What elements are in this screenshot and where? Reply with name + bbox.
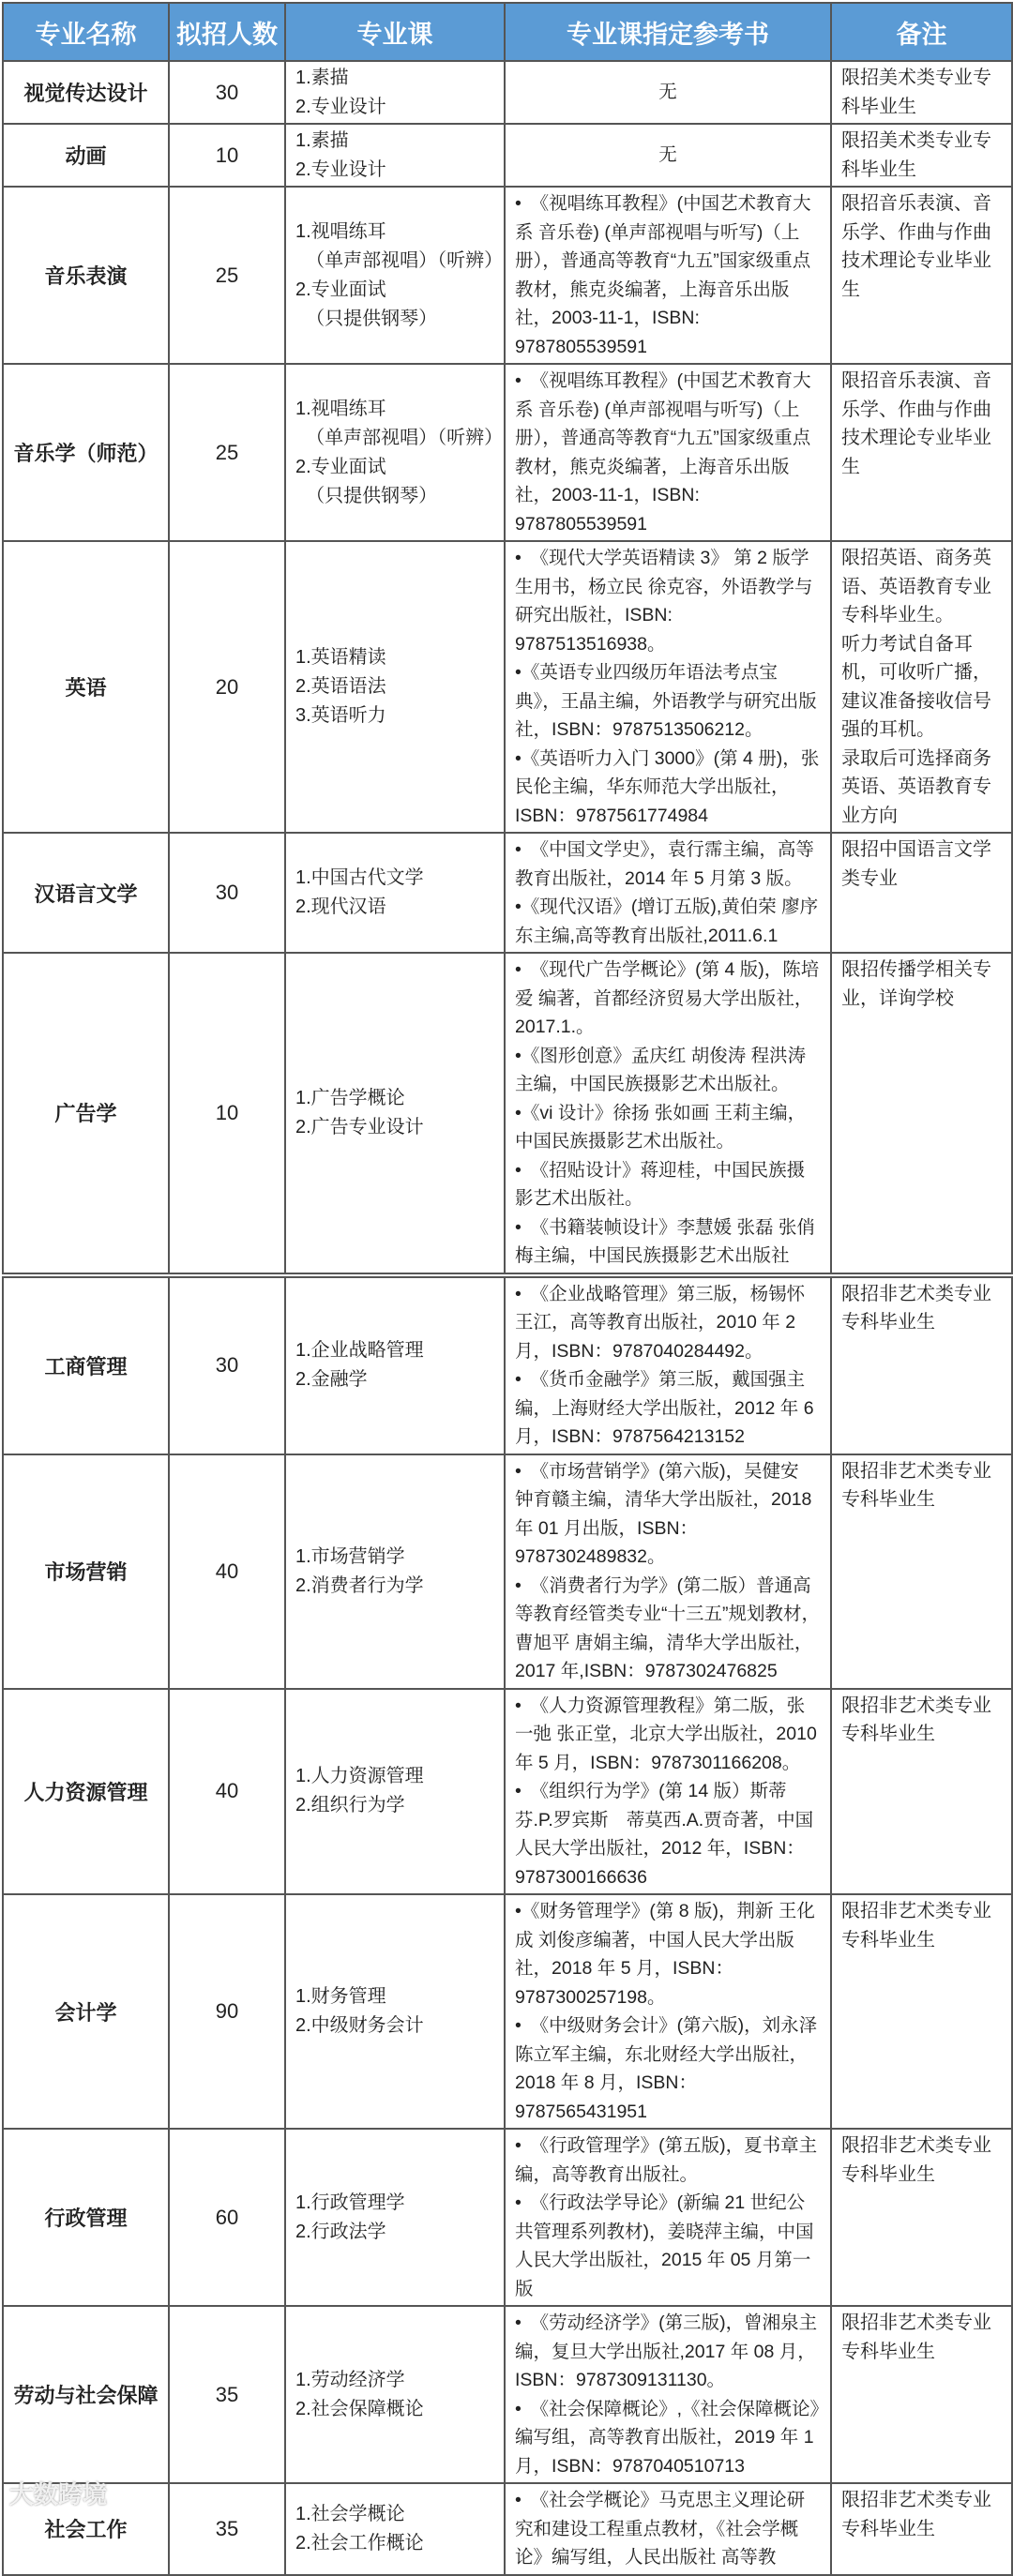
table-row [3,2483,1012,2575]
book-entry: • 《人力资源管理教程》第二版，张一弛 张正堂，北京大学出版社，2010 年 5 月，ISBN：9787301166208。 [515,1695,817,1773]
book-entry: • 《行政法学导论》(新编 21 世纪公共管理系列教材)，姜晓萍主编，中国人民大学出版社，2015 年 05 月第一版 [515,2192,814,2299]
major-name: 市场营销 [3,1454,169,1689]
remark: 限招中国语言文学类专业 [831,833,1012,953]
course-list [285,1689,505,1895]
majors-table [2,2,1013,2576]
course-item: 2.广告专业设计 [295,1116,424,1137]
table-row [3,1894,1012,2129]
remark: 限招美术类专业专科毕业生 [831,61,1012,124]
reference-books [505,953,831,1275]
course-item: 3.英语听力 [295,705,386,726]
quota-count: 40 [169,1454,285,1689]
book-entry: • 《组织行为学》(第 14 版）斯蒂芬.P.罗宾斯 蒂莫西.A.贾奇著，中国人民大学出版社，2012 年，ISBN：9787300166636 [515,1781,814,1888]
quota-count: 10 [169,953,285,1275]
books-none: 无 [658,82,677,103]
watermark: 大数跨境 [9,2480,108,2508]
major-name: 劳动与社会保障 [3,2306,169,2483]
reference-books [505,833,831,953]
major-name: 视觉传达设计 [3,61,169,124]
reference-books [505,2306,831,2483]
book-entry: • 《社会保障概论》,《社会保障概论》编写组，高等教育出版社，2019 年 1 月，ISBN：9787040510713 [515,2398,820,2477]
course-item: 1.市场营销学 [295,1545,405,1567]
course-item: 1.人力资源管理 [295,1766,424,1787]
book-entry: • 《中国文学史》，袁行霈主编，高等教育出版社，2014 年 5 月第 3 版。 [515,839,814,889]
book-entry: • 《现代大学英语精读 3》 第 2 版学生用书，杨立民 徐克容，外语教学与研究出版社，ISBN: 9787513516938。 [515,548,813,655]
major-name: 人力资源管理 [3,1689,169,1895]
remark: 限招非艺术类专业专科毕业生 [831,2129,1012,2306]
reference-books [505,124,831,187]
course-item: 1.广告学概论 [295,1087,405,1108]
reference-books [505,1275,831,1454]
book-entry: • 《消费者行为学》(第二版）普通高等教育经管类专业“十三五”规划教材，曹旭平 唐娟主编，清华大学出版社，2017 年,ISBN：9787302476825 [515,1574,820,1681]
quota-count: 25 [169,187,285,364]
table-row [3,541,1012,833]
course-item: 2.金融学 [295,1369,368,1390]
table-row [3,1275,1012,1454]
book-entry: • 《市场营销学》(第六版)，吴健安 钟育赣主编，清华大学出版社，2018 年 01 月出版，ISBN：9787302489832。 [515,1460,812,1567]
header-quota: 拟招人数 [169,3,285,61]
course-item: （只提供钢琴） [295,308,438,329]
major-name: 英语 [3,541,169,833]
course-list [285,2129,505,2306]
header-books: 专业课指定参考书 [505,3,831,61]
book-entry: •《现代汉语》(增订五版),黄伯荣 廖序东主编,高等教育出版社,2011.6.1 [515,896,819,946]
quota-count: 35 [169,2306,285,2483]
course-list [285,1894,505,2129]
remark: 限招美术类专业专科毕业生 [831,124,1012,187]
course-item: 1.财务管理 [295,1986,386,2007]
course-list [285,1454,505,1689]
course-item: 1.英语精读 [295,647,386,668]
course-list [285,61,505,124]
major-name: 音乐表演 [3,187,169,364]
quota-count: 25 [169,364,285,541]
reference-books [505,2483,831,2575]
table-row [3,1454,1012,1689]
course-item: 2.专业设计 [295,96,386,117]
quota-count: 10 [169,124,285,187]
course-item: 2.社会工作概论 [295,2532,424,2553]
quota-count: 40 [169,1689,285,1895]
course-item: （单声部视唱）（听辨） [295,249,504,271]
remark: 限招非艺术类专业专科毕业生 [831,1689,1012,1895]
course-item: 2.英语语法 [295,676,386,697]
course-list [285,2483,505,2575]
reference-books [505,1454,831,1689]
course-item: 1.素描 [295,129,349,151]
reference-books [505,61,831,124]
course-item: （只提供钢琴） [295,485,438,506]
course-item: 2.社会保障概论 [295,2398,424,2419]
course-list [285,364,505,541]
course-item: 2.专业面试 [295,456,386,477]
quota-count: 90 [169,1894,285,2129]
course-item: 1.企业战略管理 [295,1340,424,1361]
table-row [3,61,1012,124]
header-row [3,3,1012,61]
book-entry: • 《行政管理学》(第五版)，夏书章主编，高等教育出版社。 [515,2135,818,2185]
remark: 限招非艺术类专业专科毕业生 [831,1454,1012,1689]
table-row [3,364,1012,541]
reference-books [505,1894,831,2129]
book-entry: • 《书籍装帧设计》李慧媛 张磊 张俏梅主编，中国民族摄影艺术出版社 [515,1216,815,1266]
remark: 限招音乐表演、音乐学、作曲与作曲技术理论专业毕业生 [831,364,1012,541]
course-item: 2.行政法学 [295,2221,386,2242]
course-item: 2.专业设计 [295,158,386,180]
reference-books [505,364,831,541]
course-item: 2.现代汉语 [295,896,386,917]
book-entry: • 《劳动经济学》(第三版)，曾湘泉主编，复旦大学出版社,2017 年 08 月，ISBN：9787309131130。 [515,2312,818,2390]
quota-count: 30 [169,61,285,124]
header-note: 备注 [831,3,1012,61]
book-entry: • 《货币金融学》第三版，戴国强主编，上海财经大学出版社，2012 年 6 月，ISBN：9787564213152 [515,1369,814,1447]
table-row [3,953,1012,1275]
remark: 限招非艺术类专业专科毕业生 [831,1275,1012,1454]
reference-books [505,187,831,364]
course-list [285,833,505,953]
course-item: 2.中级财务会计 [295,2015,424,2036]
header-courses: 专业课 [285,3,505,61]
course-list [285,187,505,364]
quota-count: 30 [169,833,285,953]
course-item: 1.视唱练耳 [295,220,386,242]
table-row [3,187,1012,364]
books-none: 无 [658,144,677,166]
book-entry: •《财务管理学》(第 8 版)，荆新 王化成 刘俊彦编著，中国人民大学出版社，2018 年 5 月，ISBN：9787300257198。 [515,1901,815,2008]
major-name: 行政管理 [3,2129,169,2306]
quota-count: 20 [169,541,285,833]
course-item: 2.专业面试 [295,279,386,300]
quota-count: 60 [169,2129,285,2306]
header-name: 专业名称 [3,3,169,61]
course-list [285,2306,505,2483]
reference-books [505,2129,831,2306]
table-row [3,1689,1012,1895]
course-list [285,124,505,187]
course-item: 1.社会学概论 [295,2503,405,2524]
course-list [285,1275,505,1454]
book-entry: •《英语专业四级历年语法考点宝典》，王晶主编，外语教学与研究出版社，ISBN：9787513506212。 [515,662,817,740]
book-entry: • 《现代广告学概论》(第 4 版)，陈培爱 编著，首都经济贸易大学出版社，2017.1.。 [515,959,820,1037]
major-name: 动画 [3,124,169,187]
course-item: 1.中国古代文学 [295,867,424,888]
major-name: 工商管理 [3,1275,169,1454]
course-item: 2.组织行为学 [295,1795,405,1816]
course-item: （单声部视唱）（听辨） [295,427,504,448]
remark: 限招非艺术类专业专科毕业生 [831,2306,1012,2483]
table-row [3,124,1012,187]
book-entry: • 《招贴设计》蒋迎桂，中国民族摄影艺术出版社。 [515,1159,806,1209]
book-entry: • 《视唱练耳教程》(中国艺术教育大系 音乐卷) (单声部视唱与听写)（上册），普通高等教育“九五”国家级重点教材，熊克炎编著，上海音乐出版社，2003-11-1，ISBN: 9787805539591 [515,370,811,535]
book-entry: • 《企业战略管理》第三版，杨锡怀 王江，高等教育出版社，2010 年 2 月，ISBN：9787040284492。 [515,1283,806,1362]
course-list [285,541,505,833]
course-item: 2.消费者行为学 [295,1574,424,1596]
book-entry: •《vi 设计》徐扬 张如画 王莉主编，中国民族摄影艺术出版社。 [515,1102,807,1152]
major-name: 社会工作 [3,2483,169,2575]
course-item: 1.劳动经济学 [295,2369,405,2390]
quota-count: 35 [169,2483,285,2575]
quota-count: 30 [169,1275,285,1454]
remark: 限招非艺术类专业专科毕业生 [831,1894,1012,2129]
table-body [3,61,1012,2575]
remark: 限招非艺术类专业专科毕业生 [831,2483,1012,2575]
table-row [3,2306,1012,2483]
table-row [3,833,1012,953]
course-item: 1.素描 [295,67,349,88]
major-name: 广告学 [3,953,169,1275]
book-entry: • 《中级财务会计》(第六版)，刘永泽 陈立军主编，东北财经大学出版社，2018 年 8 月，ISBN：9787565431951 [515,2015,818,2122]
course-item: 1.视唱练耳 [295,398,386,419]
table-row [3,2129,1012,2306]
major-name: 汉语言文学 [3,833,169,953]
major-name: 会计学 [3,1894,169,2129]
book-entry: • 《视唱练耳教程》(中国艺术教育大系 音乐卷) (单声部视唱与听写)（上册），普通高等教育“九五”国家级重点教材，熊克炎编著，上海音乐出版社，2003-11-1，ISBN: 9787805539591 [515,193,811,357]
remark: 限招英语、商务英语、英语教育专业专科毕业生。 听力考试自备耳机，可收听广播，建议准备接收信号强的耳机。 录取后可选择商务英语、英语教育专业方向 [831,541,1012,833]
book-entry: • 《社会学概论》马克思主义理论研究和建设工程重点教材，《社会学概论》编写组，人民出版社 高等教 [515,2490,806,2568]
book-entry: •《图形创意》孟庆红 胡俊涛 程洪涛主编，中国民族摄影艺术出版社。 [515,1045,807,1094]
remark: 限招音乐表演、音乐学、作曲与作曲技术理论专业毕业生 [831,187,1012,364]
course-item: 1.行政管理学 [295,2192,405,2213]
reference-books [505,1689,831,1895]
course-list [285,953,505,1275]
book-entry: •《英语听力入门 3000》(第 4 册)，张民伦主编，华东师范大学出版社，ISBN：9787561774984 [515,747,820,826]
major-name: 音乐学（师范） [3,364,169,541]
reference-books [505,541,831,833]
remark: 限招传播学相关专业，详询学校 [831,953,1012,1275]
